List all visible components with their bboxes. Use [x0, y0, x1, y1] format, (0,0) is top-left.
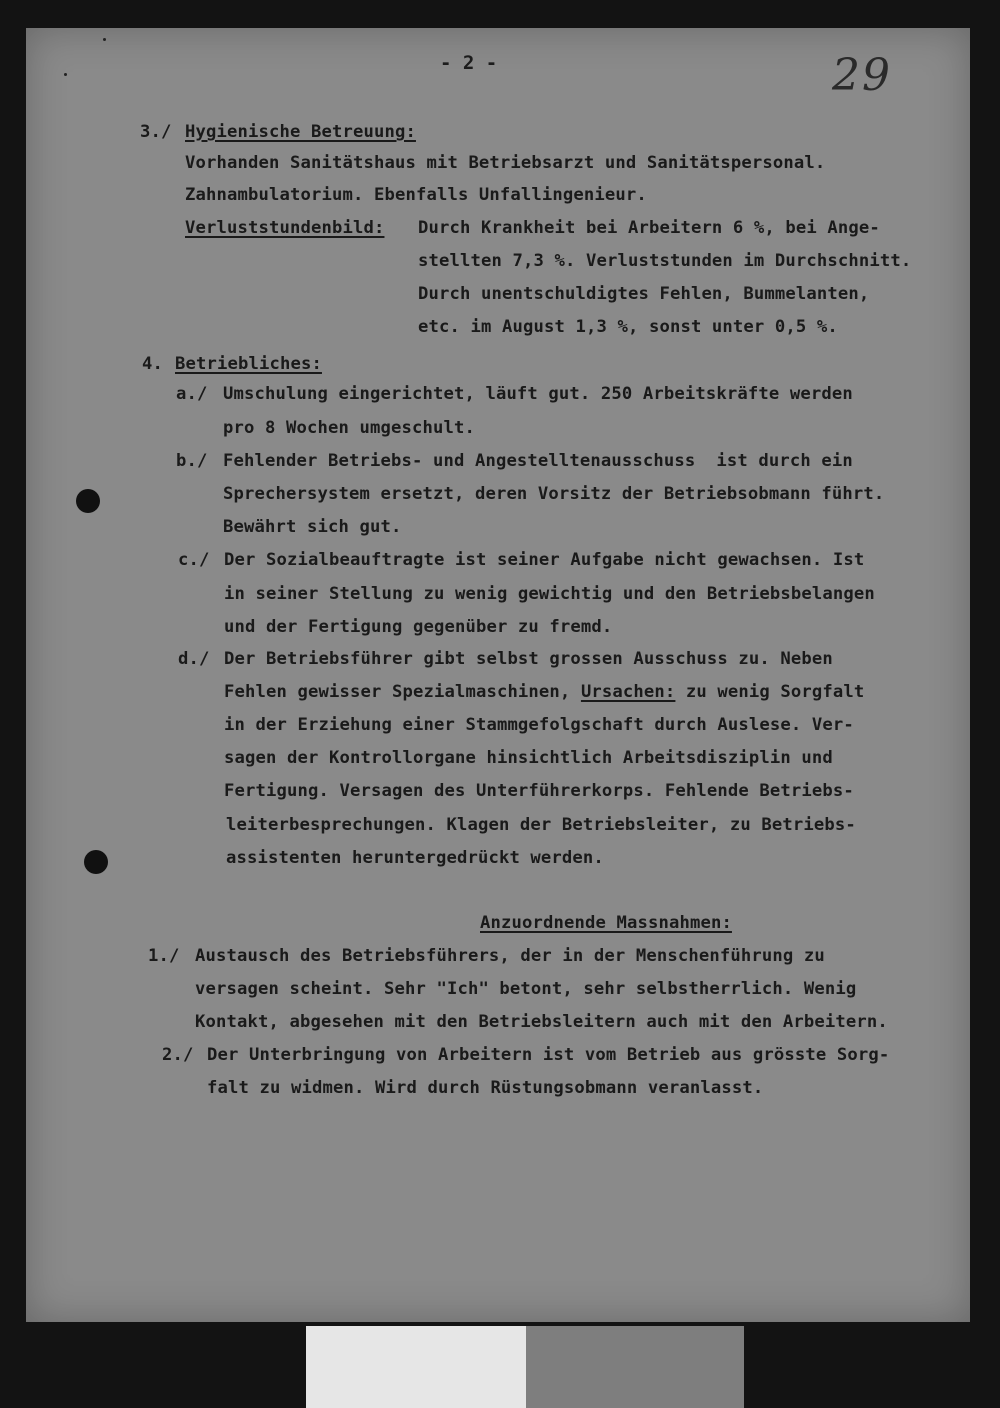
punch-hole	[76, 489, 100, 513]
text-line: Umschulung eingerichtet, läuft gut. 250 Arbeitskräfte werden	[223, 384, 853, 404]
text-fragment: Fehlen gewisser Spezialmaschinen,	[224, 682, 581, 702]
item-b-marker: b./	[176, 451, 208, 471]
text-line	[224, 681, 864, 703]
item-d-marker: d./	[178, 649, 210, 669]
text-line: Durch Krankheit bei Arbeitern 6 %, bei Ange-	[418, 218, 880, 238]
text-line: assistenten heruntergedrückt werden.	[226, 848, 604, 868]
section-3-number: 3./	[140, 122, 172, 142]
loss-hours-label: Verluststundenbild:	[185, 218, 385, 238]
punch-hole	[84, 850, 108, 874]
dust-speck	[103, 38, 106, 41]
text-line: sagen der Kontrollorgane hinsichtlich Arbeitsdisziplin und	[224, 748, 833, 768]
text-line: Der Sozialbeauftragte ist seiner Aufgabe nicht gewachsen. Ist	[224, 550, 865, 570]
text-line: Fertigung. Versagen des Unterführerkorps. Fehlende Betriebs-	[224, 781, 854, 801]
text-line: stellten 7,3 %. Verluststunden im Durchschnitt.	[418, 251, 912, 271]
measures-heading: Anzuordnende Massnahmen:	[480, 913, 732, 933]
text-line: in der Erziehung einer Stammgefolgschaft durch Auslese. Ver-	[224, 715, 854, 735]
item-a-marker: a./	[176, 384, 208, 404]
page-number: - 2 -	[440, 52, 498, 74]
text-line: etc. im August 1,3 %, sonst unter 0,5 %.	[418, 317, 838, 337]
measure-2-marker: 2./	[162, 1045, 194, 1065]
section-4-heading: Betriebliches:	[175, 354, 322, 374]
text-line: in seiner Stellung zu wenig gewichtig und den Betriebsbelangen	[224, 584, 875, 604]
white-reference-swatch	[306, 1326, 526, 1408]
text-line: pro 8 Wochen umgeschult.	[223, 418, 475, 438]
item-c-marker: c./	[178, 550, 210, 570]
causes-label: Ursachen:	[580, 682, 676, 702]
text-fragment: zu wenig Sorgfalt	[675, 682, 865, 702]
gray-reference-swatch	[526, 1326, 744, 1408]
section-3-heading: Hygienische Betreuung:	[185, 122, 416, 142]
text-line: versagen scheint. Sehr "Ich" betont, sehr selbstherrlich. Wenig	[195, 979, 857, 999]
text-line: Austausch des Betriebsführers, der in der Menschenführung zu	[195, 946, 825, 966]
text-line: leiterbesprechungen. Klagen der Betriebsleiter, zu Betriebs-	[226, 815, 856, 835]
measure-1-marker: 1./	[148, 946, 180, 966]
dust-speck	[64, 73, 67, 76]
handwritten-folio-number: 29	[832, 50, 892, 101]
text-line: und der Fertigung gegenüber zu fremd.	[224, 617, 613, 637]
text-line: Der Unterbringung von Arbeitern ist vom Betrieb aus grösste Sorg-	[207, 1045, 890, 1065]
section-4-number: 4.	[142, 354, 163, 374]
text-line: Vorhanden Sanitätshaus mit Betriebsarzt und Sanitätspersonal.	[185, 153, 826, 173]
document-page	[26, 28, 970, 1322]
text-line: Der Betriebsführer gibt selbst grossen Ausschuss zu. Neben	[224, 649, 833, 669]
text-line: Bewährt sich gut.	[223, 517, 402, 537]
text-line: Zahnambulatorium. Ebenfalls Unfallingenieur.	[185, 185, 647, 205]
text-line: Sprechersystem ersetzt, deren Vorsitz der Betriebsobmann führt.	[223, 484, 885, 504]
text-line: falt zu widmen. Wird durch Rüstungsobmann veranlasst.	[207, 1078, 764, 1098]
text-line: Durch unentschuldigtes Fehlen, Bummelanten,	[418, 284, 870, 304]
text-line: Fehlender Betriebs- und Angestelltenausschuss ist durch ein	[223, 451, 853, 471]
text-line: Kontakt, abgesehen mit den Betriebsleitern auch mit den Arbeitern.	[195, 1012, 888, 1032]
